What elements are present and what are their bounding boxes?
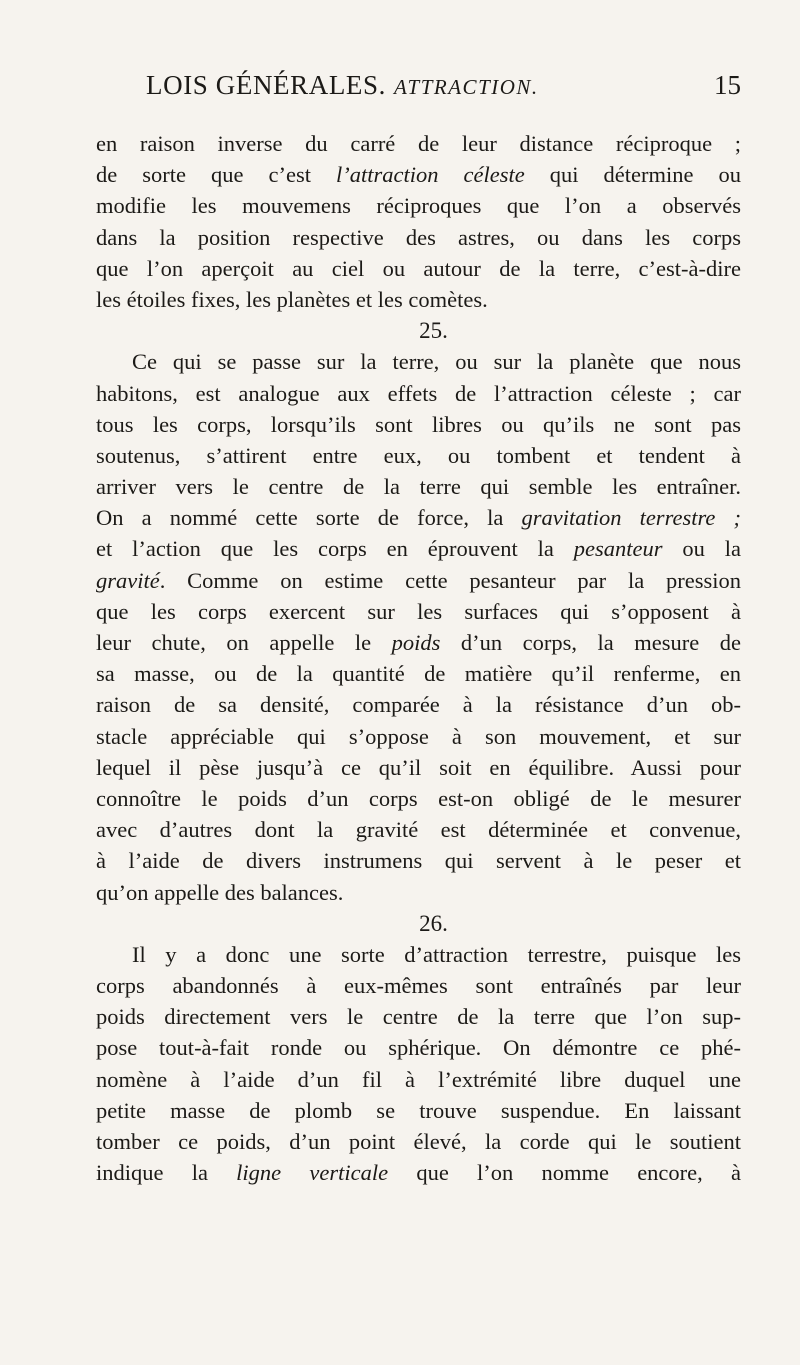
text-line: stacle appréciable qui s’oppose à son mouvement, et sur [96, 723, 741, 749]
text-line: raison de sa densité, comparée à la résistance d’un ob- [96, 692, 741, 718]
text-line: que les corps exercent sur les surfaces qui s’opposent à [96, 598, 741, 624]
page-number: 15 [714, 70, 741, 100]
text-line: leur chute, on appelle le poids d’un corps, la mesure de [96, 630, 741, 655]
text-line: qu’on appelle des balances. [96, 879, 344, 905]
text-line: connoître le poids d’un corps est-on obligé de le mesurer [96, 785, 741, 811]
text-line: poids directement vers le centre de la terre que l’on sup- [96, 1004, 741, 1030]
text-line: et l’action que les corps en éprouvent la pesanteur ou la [96, 536, 741, 562]
text-line: Il y a donc une sorte d’attraction terrestre, puisque les [132, 941, 741, 967]
term-gravite: gravité [96, 567, 160, 593]
text-line: indique la ligne verticale que l’on nomme encore, à [96, 1160, 741, 1186]
text-line: tous les corps, lorsqu’ils sont libres ou qu’ils ne sont pas [96, 411, 741, 437]
text-line: gravité. Comme on estime cette pesanteur par la pression [96, 567, 741, 593]
section-number-25: 25. [419, 318, 448, 344]
text-line: avec d’autres dont la gravité est déterminée et convenue, [96, 817, 741, 843]
body-text [96, 128, 741, 1188]
section-number-26: 26. [419, 910, 448, 936]
text-line: habitons, est analogue aux effets de l’attraction céleste ; car [96, 380, 741, 406]
term-ligne-verticale: ligne verticale [236, 1160, 389, 1186]
text-line: à l’aide de divers instrumens qui servent à le peser et [96, 848, 741, 874]
text-line: que l’on aperçoit au ciel ou autour de la terre, c’est-à-dire [96, 255, 741, 281]
text-line: On a nommé cette sorte de force, la gravitation terrestre ; [96, 505, 742, 531]
term-gravitation-terrestre: gravitation terrestre ; [521, 505, 742, 531]
text-line: les étoiles fixes, les planètes et les comètes. [96, 286, 488, 312]
text-line: de sorte que c’est l’attraction céleste qui détermine ou [96, 162, 741, 188]
term-pesanteur: pesanteur [573, 536, 663, 562]
text-line: petite masse de plomb se trouve suspendue. En laissant [96, 1097, 741, 1123]
text-line: modifie les mouvemens réciproques que l’on a observés [96, 193, 741, 219]
text-line: soutenus, s’attirent entre eux, ou tombent et tendent à [96, 442, 741, 468]
text-line: pose tout-à-fait ronde ou sphérique. On démontre ce phé- [96, 1035, 741, 1061]
term-poids: poids [391, 630, 441, 655]
text-line: corps abandonnés à eux-mêmes sont entraînés par leur [96, 973, 741, 999]
text-line: nomène à l’aide d’un fil à l’extrémité libre duquel une [96, 1066, 741, 1092]
text-line: en raison inverse du carré de leur distance réciproque ; [96, 131, 741, 156]
text-line: Ce qui se passe sur la terre, ou sur la planète que nous [132, 349, 741, 375]
running-title-main: LOIS GÉNÉRALES. [146, 70, 386, 100]
text-line: lequel il pèse jusqu’à ce qu’il soit en équilibre. Aussi pour [96, 754, 741, 780]
text-line: tomber ce poids, d’un point élevé, la corde qui le soutient [96, 1129, 741, 1154]
running-head [96, 70, 741, 110]
term-attraction-celeste: l’attraction céleste [336, 162, 525, 188]
text-line: dans la position respective des astres, ou dans les corps [96, 224, 741, 250]
running-title [146, 70, 539, 101]
text-line: sa masse, ou de la quantité de matière qu’il renferme, en [96, 661, 741, 687]
text-line: arriver vers le centre de la terre qui semble les entraîner. [96, 474, 741, 500]
running-title-sub: ATTRACTION. [394, 75, 539, 99]
